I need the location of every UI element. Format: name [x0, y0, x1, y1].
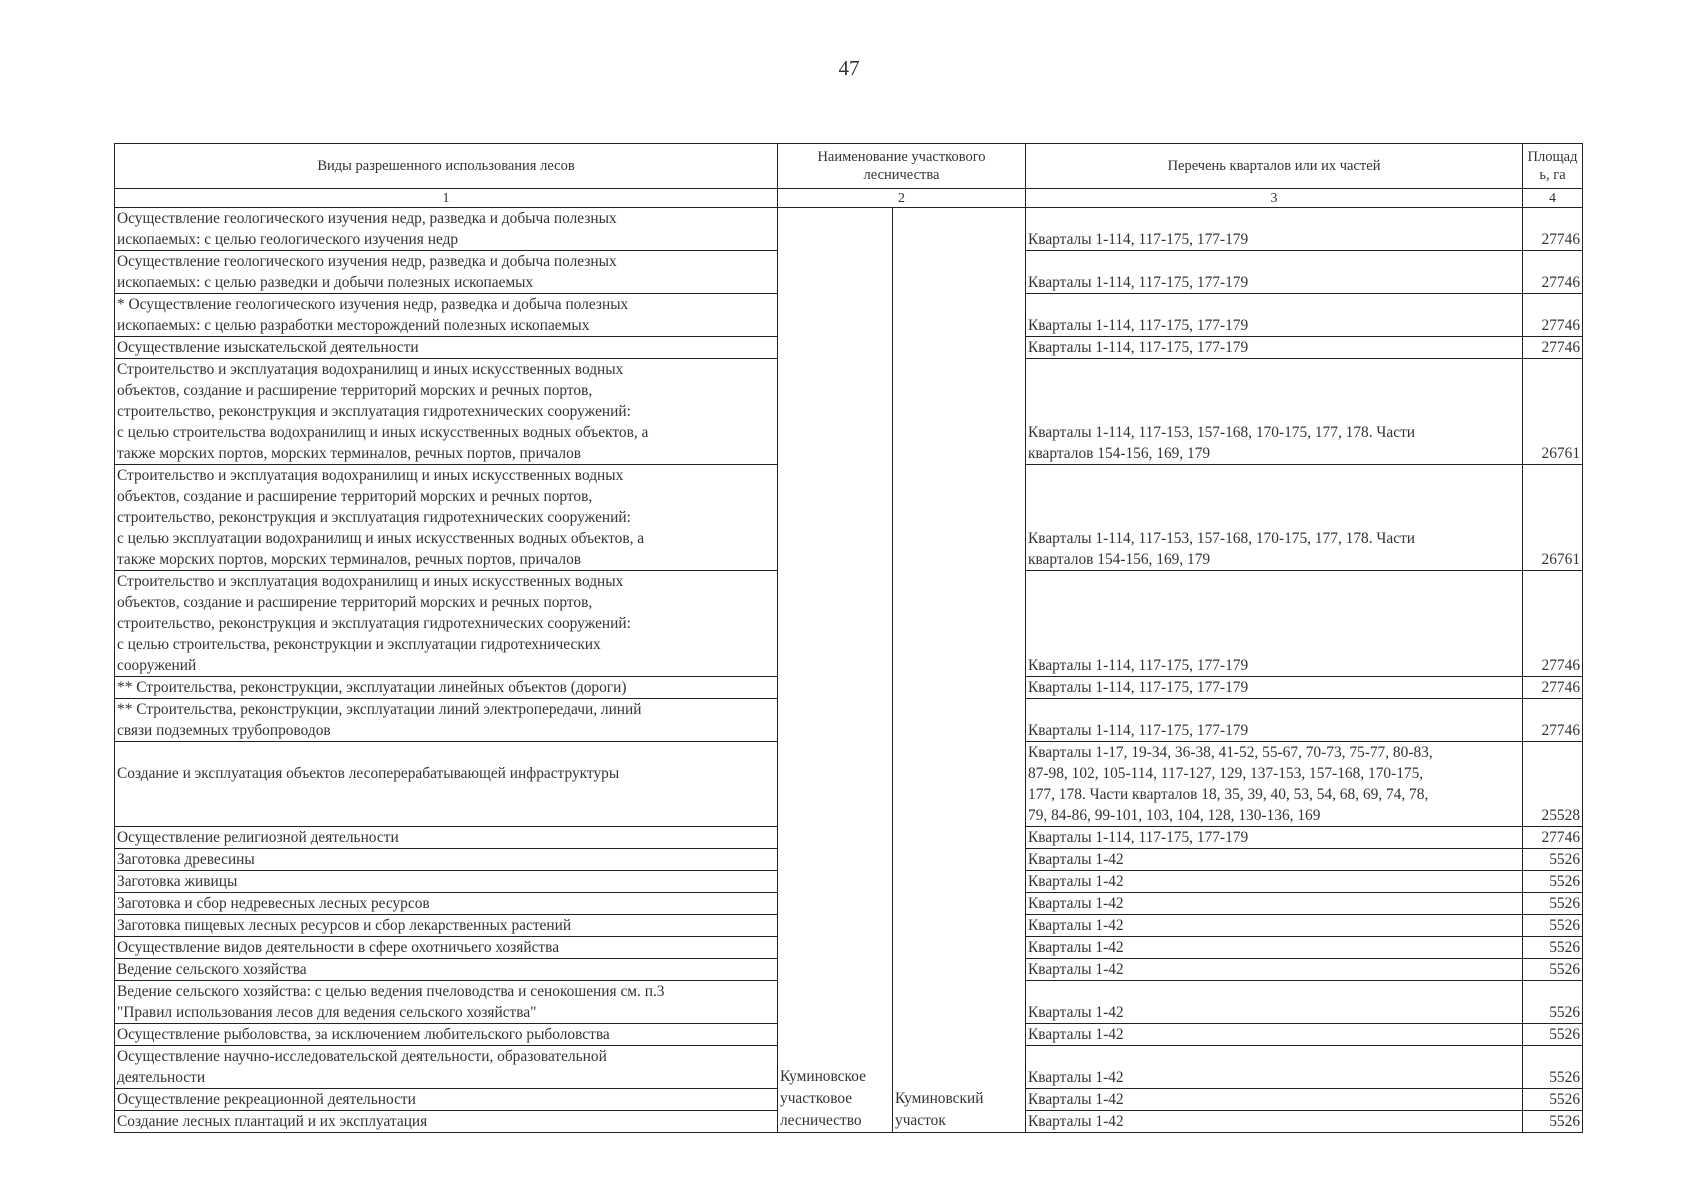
area-cell: 5526 [1523, 981, 1583, 1024]
section-name-cell: Куминовский участок [893, 208, 1026, 1133]
quarters-cell: Кварталы 1-42 [1026, 871, 1523, 893]
quarters-cell: Кварталы 1-114, 117-175, 177-179 [1026, 337, 1523, 359]
area-cell: 27746 [1523, 571, 1583, 677]
area-cell: 27746 [1523, 208, 1583, 251]
column-number-row [115, 189, 1583, 208]
area-cell: 27746 [1523, 251, 1583, 294]
use-type-cell: Осуществление рыболовства, за исключением любительского рыболовства [115, 1024, 778, 1046]
use-type-cell: Строительство и эксплуатация водохранилищ и иных искусственных водных объектов, создание и расширение территорий морских и речных портов, строительство, реконструкция и эксплуатация гидротехнических сооружений: с целью строительства водохранилищ и иных искусственных водных объектов, а также морских портов, морских терминалов, речных портов, причалов [115, 359, 778, 465]
area-cell: 27746 [1523, 827, 1583, 849]
forest-use-table [114, 143, 1583, 1133]
area-cell: 27746 [1523, 677, 1583, 699]
area-cell: 26761 [1523, 465, 1583, 571]
header-area: Площад ь, га [1523, 144, 1583, 189]
quarters-cell: Кварталы 1-42 [1026, 1046, 1523, 1089]
header-use-types: Виды разрешенного использования лесов [115, 144, 778, 189]
column-number: 3 [1026, 189, 1523, 208]
quarters-cell: Кварталы 1-42 [1026, 915, 1523, 937]
column-number: 4 [1523, 189, 1583, 208]
use-type-cell: Осуществление научно-исследовательской деятельности, образовательной деятельности [115, 1046, 778, 1089]
use-type-cell: Заготовка живицы [115, 871, 778, 893]
area-cell: 5526 [1523, 959, 1583, 981]
table-header-row [115, 144, 1583, 189]
quarters-cell: Кварталы 1-42 [1026, 959, 1523, 981]
use-type-cell: Создание и эксплуатация объектов лесоперерабатывающей инфраструктуры [115, 742, 778, 827]
area-cell: 5526 [1523, 1089, 1583, 1111]
use-type-cell: ** Строительства, реконструкции, эксплуатации линейных объектов (дороги) [115, 677, 778, 699]
quarters-cell: Кварталы 1-42 [1026, 1089, 1523, 1111]
area-cell: 5526 [1523, 937, 1583, 959]
area-cell: 5526 [1523, 871, 1583, 893]
use-type-cell: Осуществление видов деятельности в сфере охотничьего хозяйства [115, 937, 778, 959]
use-type-cell: Строительство и эксплуатация водохранилищ и иных искусственных водных объектов, создание и расширение территорий морских и речных портов, строительство, реконструкция и эксплуатация гидротехнических сооружений: с целью строительства, реконструкции и эксплуатации гидротехнических сооружений [115, 571, 778, 677]
area-cell: 5526 [1523, 893, 1583, 915]
column-number: 2 [778, 189, 1026, 208]
table-body [115, 208, 1583, 1133]
use-type-cell: Строительство и эксплуатация водохранилищ и иных искусственных водных объектов, создание и расширение территорий морских и речных портов, строительство, реконструкция и эксплуатация гидротехнических сооружений: с целью эксплуатации водохранилищ и иных искусственных водных объектов, а также морских портов, морских терминалов, речных портов, причалов [115, 465, 778, 571]
table-row [115, 208, 1583, 251]
quarters-cell: Кварталы 1-114, 117-153, 157-168, 170-175, 177, 178. Части кварталов 154-156, 169, 179 [1026, 465, 1523, 571]
area-cell: 27746 [1523, 699, 1583, 742]
use-type-cell: Осуществление геологического изучения недр, разведка и добыча полезных ископаемых: с целью геологического изучения недр [115, 208, 778, 251]
use-type-cell: ** Строительства, реконструкции, эксплуатации линий электропередачи, линий связи подземных трубопроводов [115, 699, 778, 742]
area-cell: 5526 [1523, 1024, 1583, 1046]
column-number: 1 [115, 189, 778, 208]
quarters-cell: Кварталы 1-114, 117-175, 177-179 [1026, 294, 1523, 337]
header-district-name: Наименование участкового лесничества [778, 144, 1026, 189]
header-quarters-list: Перечень кварталов или их частей [1026, 144, 1523, 189]
quarters-cell: Кварталы 1-42 [1026, 1024, 1523, 1046]
quarters-cell: Кварталы 1-114, 117-175, 177-179 [1026, 699, 1523, 742]
use-type-cell: * Осуществление геологического изучения недр, разведка и добыча полезных ископаемых: с целью разработки месторождений полезных ископаемых [115, 294, 778, 337]
use-type-cell: Осуществление геологического изучения недр, разведка и добыча полезных ископаемых: с целью разведки и добычи полезных ископаемых [115, 251, 778, 294]
quarters-cell: Кварталы 1-42 [1026, 937, 1523, 959]
quarters-cell: Кварталы 1-42 [1026, 981, 1523, 1024]
area-cell: 25528 [1523, 742, 1583, 827]
use-type-cell: Заготовка пищевых лесных ресурсов и сбор лекарственных растений [115, 915, 778, 937]
quarters-cell: Кварталы 1-114, 117-175, 177-179 [1026, 827, 1523, 849]
use-type-cell: Осуществление изыскательской деятельности [115, 337, 778, 359]
area-cell: 5526 [1523, 849, 1583, 871]
quarters-cell: Кварталы 1-114, 117-175, 177-179 [1026, 677, 1523, 699]
quarters-cell: Кварталы 1-17, 19-34, 36-38, 41-52, 55-67, 70-73, 75-77, 80-83, 87-98, 102, 105-114, 117-127, 129, 137-153, 157-168, 170-175, 177, 178. Части кварталов 18, 35, 39, 40, 53, 54, 68, 69, 74, 78, 79, 84-86, 99-101, 103, 104, 128, 130-136, 169 [1026, 742, 1523, 827]
area-cell: 26761 [1523, 359, 1583, 465]
area-cell: 5526 [1523, 1111, 1583, 1133]
use-type-cell: Осуществление рекреационной деятельности [115, 1089, 778, 1111]
use-type-cell: Ведение сельского хозяйства [115, 959, 778, 981]
page-number: 47 [838, 56, 860, 80]
quarters-cell: Кварталы 1-42 [1026, 893, 1523, 915]
use-type-cell: Создание лесных плантаций и их эксплуатация [115, 1111, 778, 1133]
use-type-cell: Заготовка и сбор недревесных лесных ресурсов [115, 893, 778, 915]
use-type-cell: Осуществление религиозной деятельности [115, 827, 778, 849]
area-cell: 27746 [1523, 294, 1583, 337]
quarters-cell: Кварталы 1-114, 117-175, 177-179 [1026, 571, 1523, 677]
district-name-cell: Куминовское участковое лесничество [778, 208, 893, 1133]
quarters-cell: Кварталы 1-42 [1026, 1111, 1523, 1133]
use-type-cell: Ведение сельского хозяйства: с целью ведения пчеловодства и сенокошения см. п.3 "Правил использования лесов для ведения сельского хозяйства" [115, 981, 778, 1024]
quarters-cell: Кварталы 1-42 [1026, 849, 1523, 871]
area-cell: 5526 [1523, 915, 1583, 937]
quarters-cell: Кварталы 1-114, 117-153, 157-168, 170-175, 177, 178. Части кварталов 154-156, 169, 179 [1026, 359, 1523, 465]
quarters-cell: Кварталы 1-114, 117-175, 177-179 [1026, 251, 1523, 294]
use-type-cell: Заготовка древесины [115, 849, 778, 871]
quarters-cell: Кварталы 1-114, 117-175, 177-179 [1026, 208, 1523, 251]
area-cell: 27746 [1523, 337, 1583, 359]
area-cell: 5526 [1523, 1046, 1583, 1089]
